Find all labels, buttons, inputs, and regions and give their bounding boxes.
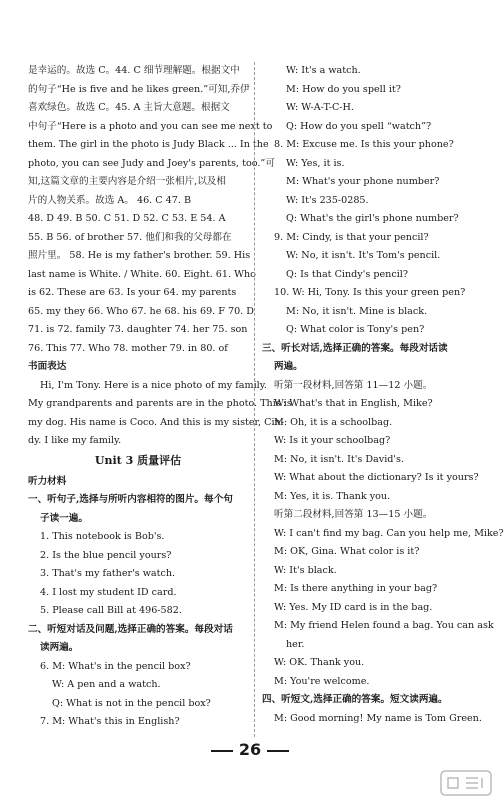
text-line: photo, you can see Judy and Joey's parents, too.”可 [28,157,275,169]
dialogue-text [262,62,484,340]
text-line: W: Is it your schoolbag? [274,435,391,446]
watermark-logo-icon [440,770,492,796]
text-line: M: How do you spell it? [286,83,401,95]
text-line: them. The girl in the photo is Judy Black ... In the [28,139,269,150]
text-line: M: No, it isn't. Mine is black. [286,305,428,317]
page-number-text: 26 [238,740,262,759]
section-4-first-line: M: Good morning! My name is Tom Green. [274,712,482,724]
section-2-items [28,658,248,732]
text-line: 3. That's my father's watch. [40,568,176,579]
text-line: W: It's a watch. [286,65,361,76]
right-column [262,62,504,728]
text-line: 片的人物关系。故选 A。 46. C 47. B [28,194,192,206]
text-line: 7. M: What's this in English? [40,716,180,727]
text-line: W: It's 235-0285. [286,194,369,206]
text-line: 71. is 72. family 73. daughter 74. her 75. son [28,324,248,335]
text-line: 读两遍。 [40,642,79,653]
text-line: W: It's black. [274,564,337,576]
text-line: last name is White. / White. 60. Eight. 61. Who [28,268,256,280]
text-line: W: No, it isn't. It's Tom's pencil. [286,250,441,261]
listening-heading: 听力材料 [28,475,67,487]
unit-title: Unit 3 质量评估 [94,453,182,467]
text-line: 9. M: Cindy, is that your pencil? [274,231,429,243]
section-1-heading [28,491,248,528]
text-line: 2. Is the blue pencil yours? [40,549,172,561]
text-line: 照片里。 58. He is my father's brother. 59. His [28,250,251,261]
text-line: W: I can't find my bag. Can you help me, Mike? [274,527,504,539]
text-line: 二、听短对话及问题,选择正确的答案。每段对话 [28,623,233,635]
text-line: My grandparents and parents are in the photo. This is [28,398,292,409]
text-line: 6. M: What's in the pencil box? [40,660,191,672]
text-line: Q: What color is Tony's pen? [286,324,425,335]
text-line: M: Yes, it is. Thank you. [274,490,391,502]
writing-heading: 书面表达 [28,361,67,372]
left-column [28,62,292,732]
section-4-heading: 四、听短文,选择正确的答案。短文读两遍。 [262,694,448,705]
text-line: 一、听句子,选择与所听内容相符的图片。每个句 [28,494,233,505]
text-line: W: OK. Thank you. [274,657,365,668]
text-line: M: You're welcome. [274,675,370,687]
text-line: W: W-A-T-C-H. [286,102,354,113]
text-line: 两遍。 [274,361,303,372]
page-number [0,740,500,759]
text-line: 听第二段材料,回答第 13—15 小题。 [274,509,433,520]
text-line: 76. This 77. Who 78. mother 79. in 80. of [28,342,228,354]
text-line: is 62. These are 63. Is your 64. my parents [28,287,237,298]
text-line: W: Yes, it is. [286,157,345,169]
text-line: W: A pen and a watch. [52,679,161,690]
text-line: dy. I like my family. [28,435,122,446]
text-line: 65. my they 66. Who 67. he 68. his 69. F 70. D [28,305,254,317]
text-line: 5. Please call Bill at 496-582. [40,605,182,616]
section-1-items [28,528,248,621]
sample-essay [28,377,292,451]
text-line: 55. B 56. of brother 57. 他们和我的父母都在 [28,231,232,243]
text-line: M: Is there anything in your bag? [274,583,438,594]
text-line: 的句子“He is five and he likes green.”可知,乔伊 [28,83,250,95]
text-line: W: What's that in English, Mike? [274,398,433,409]
text-line: 4. I lost my student ID card. [40,586,177,598]
answer-key-text [28,62,275,358]
text-line: 8. M: Excuse me. Is this your phone? [274,139,454,150]
section-2-heading [28,621,248,658]
text-line: her. [286,638,305,650]
text-line: Q: How do you spell “watch”? [286,120,432,132]
text-line: 喜欢绿色。故选 C。45. A 主旨大意题。根据文 [28,102,230,113]
text-line: W: What about the dictionary? Is it yours? [274,472,479,483]
text-line: M: Oh, it is a schoolbag. [274,416,393,428]
text-line: M: No, it isn't. It's David's. [274,453,405,465]
text-line: 1. This notebook is Bob's. [40,531,165,542]
text-line: 三、听长对话,选择正确的答案。每段对话读 [262,342,448,354]
section-3-heading [262,340,484,377]
dash-left [211,750,233,752]
text-line: Q: What's the girl's phone number? [286,213,459,224]
text-line: 48. D 49. B 50. C 51. D 52. C 53. E 54. A [28,213,226,224]
text-line: W: Yes. My ID card is in the bag. [274,601,433,613]
text-line: 10. W: Hi, Tony. Is this your green pen? [274,287,466,298]
text-line: 知,这篇文章的主要内容是介绍一张相片,以及相 [28,176,226,187]
text-line: Q: What is not in the pencil box? [52,697,211,709]
dash-right [267,750,289,752]
text-line: 是幸运的。故选 C。44. C 细节理解题。根据文中 [28,65,240,76]
section-3-items [262,377,504,692]
column-divider [254,62,255,737]
text-line: 听第一段材料,回答第 11—12 小题。 [274,379,433,391]
text-line: M: What's your phone number? [286,176,440,187]
text-line: M: OK, Gina. What color is it? [274,546,420,557]
text-line: Q: Is that Cindy's pencil? [286,268,408,280]
text-line: M: My friend Helen found a bag. You can ask [274,620,494,631]
text-line: my dog. His name is Coco. And this is my sister, Cin- [28,416,284,428]
text-line: Hi, I'm Tony. Here is a nice photo of my family. [40,379,267,391]
text-line: 子读一遍。 [40,512,88,524]
text-line: 中句子“Here is a photo and you can see me next to [28,120,273,132]
